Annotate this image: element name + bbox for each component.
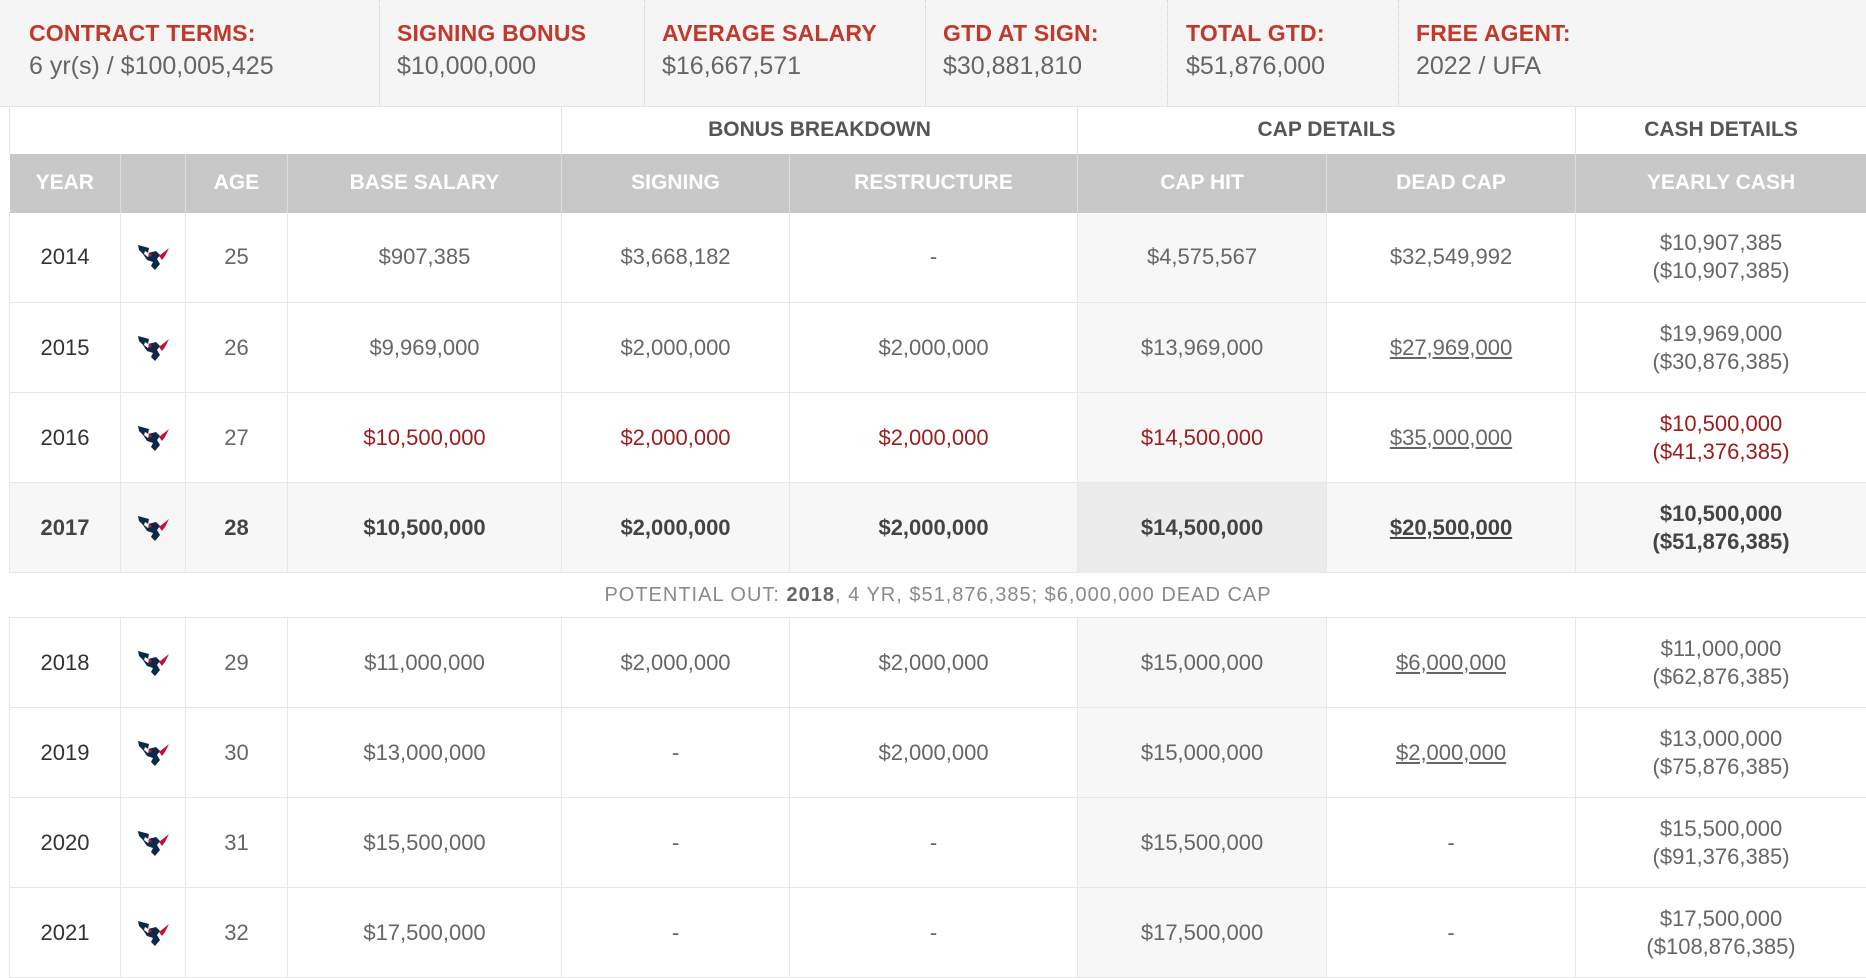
- cash-amount: $11,000,000: [1661, 636, 1782, 661]
- cash-cumulative: ($75,876,385): [1653, 754, 1790, 779]
- summary-value: $51,876,000: [1186, 48, 1398, 84]
- dead-cap-link[interactable]: $35,000,000: [1390, 425, 1512, 450]
- summary-contract-terms: [0, 0, 380, 106]
- texans-logo-icon: [135, 828, 171, 858]
- col-cap-hit[interactable]: CAP HIT: [1078, 154, 1327, 213]
- cell-year: 2015: [10, 303, 121, 393]
- potential-out-year: 2018: [787, 584, 836, 606]
- cell-base-salary: $10,500,000: [288, 483, 562, 573]
- cell-dead-cap: -: [1327, 798, 1576, 888]
- cell-yearly-cash: [1576, 798, 1866, 888]
- cell-base-salary: $13,000,000: [288, 708, 562, 798]
- table-row: [10, 303, 1866, 393]
- summary-label: CONTRACT TERMS:: [29, 20, 379, 46]
- cell-team: [121, 393, 186, 483]
- cash-amount: $19,969,000: [1660, 321, 1782, 346]
- cell-signing: -: [562, 798, 790, 888]
- cell-yearly-cash: [1576, 888, 1866, 978]
- cell-dead-cap[interactable]: [1327, 708, 1576, 798]
- dead-cap-link[interactable]: $20,500,000: [1390, 515, 1512, 540]
- table-row: [10, 213, 1866, 303]
- group-spacer: [10, 107, 562, 154]
- table-row: [10, 798, 1866, 888]
- col-signing[interactable]: SIGNING: [562, 154, 790, 213]
- column-header-row: [10, 154, 1866, 213]
- cell-restructure: -: [790, 798, 1078, 888]
- cash-cumulative: ($10,907,385): [1653, 258, 1790, 283]
- cell-year: 2021: [10, 888, 121, 978]
- cell-dead-cap[interactable]: [1327, 393, 1576, 483]
- cell-cap-hit: $15,000,000: [1078, 708, 1327, 798]
- col-base-salary[interactable]: BASE SALARY: [288, 154, 562, 213]
- table-row: [10, 393, 1866, 483]
- cell-age: 25: [186, 213, 288, 303]
- cell-yearly-cash: [1576, 618, 1866, 708]
- dead-cap-link[interactable]: $6,000,000: [1396, 650, 1506, 675]
- col-yearly-cash[interactable]: YEARLY CASH: [1576, 154, 1866, 213]
- summary-label: TOTAL GTD:: [1186, 20, 1398, 46]
- cell-restructure: $2,000,000: [790, 303, 1078, 393]
- group-cap-details: CAP DETAILS: [1078, 107, 1576, 154]
- cash-cumulative: ($30,876,385): [1653, 349, 1790, 374]
- summary-signing-bonus: [380, 0, 645, 106]
- contract-table: [9, 106, 1866, 978]
- table-row: [10, 888, 1866, 978]
- cash-amount: $13,000,000: [1660, 726, 1782, 751]
- cell-year: 2018: [10, 618, 121, 708]
- cell-year: 2016: [10, 393, 121, 483]
- summary-value: $16,667,571: [662, 48, 925, 84]
- potential-out-label: POTENTIAL OUT:: [604, 584, 780, 606]
- cell-cap-hit: $17,500,000: [1078, 888, 1327, 978]
- summary-label: SIGNING BONUS: [397, 20, 644, 46]
- cell-age: 26: [186, 303, 288, 393]
- cell-signing: $2,000,000: [562, 303, 790, 393]
- cell-base-salary: $11,000,000: [288, 618, 562, 708]
- cell-age: 28: [186, 483, 288, 573]
- cell-restructure: $2,000,000: [790, 483, 1078, 573]
- col-age[interactable]: AGE: [186, 154, 288, 213]
- cash-cumulative: ($41,376,385): [1653, 439, 1790, 464]
- cell-restructure: $2,000,000: [790, 708, 1078, 798]
- col-restructure[interactable]: RESTRUCTURE: [790, 154, 1078, 213]
- cell-age: 31: [186, 798, 288, 888]
- cell-year: 2017: [10, 483, 121, 573]
- cell-signing: $2,000,000: [562, 393, 790, 483]
- group-bonus-breakdown: BONUS BREAKDOWN: [562, 107, 1078, 154]
- contract-summary-bar: [0, 0, 1866, 107]
- cell-base-salary: $15,500,000: [288, 798, 562, 888]
- cell-base-salary: $17,500,000: [288, 888, 562, 978]
- summary-value: 2022 / UFA: [1416, 48, 1866, 84]
- summary-label: GTD AT SIGN:: [943, 20, 1167, 46]
- cell-age: 32: [186, 888, 288, 978]
- cash-amount: $10,907,385: [1660, 230, 1782, 255]
- summary-label: FREE AGENT:: [1416, 20, 1866, 46]
- cash-cumulative: ($51,876,385): [1653, 529, 1790, 554]
- cell-team: [121, 708, 186, 798]
- cell-yearly-cash: [1576, 393, 1866, 483]
- texans-logo-icon: [135, 333, 171, 363]
- cell-team: [121, 798, 186, 888]
- cell-dead-cap[interactable]: [1327, 303, 1576, 393]
- texans-logo-icon: [135, 918, 171, 948]
- cell-age: 29: [186, 618, 288, 708]
- cell-year: 2020: [10, 798, 121, 888]
- texans-logo-icon: [135, 423, 171, 453]
- cell-base-salary: $907,385: [288, 213, 562, 303]
- cell-signing: -: [562, 888, 790, 978]
- cell-restructure: $2,000,000: [790, 393, 1078, 483]
- cell-restructure: -: [790, 888, 1078, 978]
- table-row-current-year: [10, 483, 1866, 573]
- cell-cap-hit: $15,500,000: [1078, 798, 1327, 888]
- col-team: [121, 154, 186, 213]
- column-group-row: [10, 107, 1866, 154]
- summary-gtd-at-sign: [926, 0, 1168, 106]
- cell-age: 27: [186, 393, 288, 483]
- cell-cap-hit: $14,500,000: [1078, 393, 1327, 483]
- col-dead-cap[interactable]: DEAD CAP: [1327, 154, 1576, 213]
- cell-year: 2014: [10, 213, 121, 303]
- cell-yearly-cash: [1576, 483, 1866, 573]
- col-year[interactable]: YEAR: [10, 154, 121, 213]
- texans-logo-icon: [135, 513, 171, 543]
- texans-logo-icon: [135, 738, 171, 768]
- cell-dead-cap[interactable]: [1327, 618, 1576, 708]
- cell-dead-cap[interactable]: [1327, 483, 1576, 573]
- cell-signing: $2,000,000: [562, 483, 790, 573]
- cell-restructure: -: [790, 213, 1078, 303]
- cell-team: [121, 303, 186, 393]
- cell-team: [121, 618, 186, 708]
- cash-amount: $17,500,000: [1660, 906, 1782, 931]
- cell-yearly-cash: [1576, 213, 1866, 303]
- cell-cap-hit: $15,000,000: [1078, 618, 1327, 708]
- cell-dead-cap: -: [1327, 888, 1576, 978]
- cell-team: [121, 888, 186, 978]
- cash-cumulative: ($62,876,385): [1653, 664, 1790, 689]
- cell-yearly-cash: [1576, 303, 1866, 393]
- summary-value: 6 yr(s) / $100,005,425: [29, 48, 379, 84]
- texans-logo-icon: [135, 648, 171, 678]
- cash-amount: $10,500,000: [1660, 501, 1782, 526]
- summary-average-salary: [645, 0, 926, 106]
- cell-restructure: $2,000,000: [790, 618, 1078, 708]
- summary-value: $10,000,000: [397, 48, 644, 84]
- dead-cap-link[interactable]: $27,969,000: [1390, 335, 1512, 360]
- cell-cap-hit: $13,969,000: [1078, 303, 1327, 393]
- cell-yearly-cash: [1576, 708, 1866, 798]
- summary-label: AVERAGE SALARY: [662, 20, 925, 46]
- cell-age: 30: [186, 708, 288, 798]
- group-cash-details: CASH DETAILS: [1576, 107, 1866, 154]
- cell-dead-cap: $32,549,992: [1327, 213, 1576, 303]
- cell-signing: $3,668,182: [562, 213, 790, 303]
- cell-year: 2019: [10, 708, 121, 798]
- summary-total-gtd: [1168, 0, 1399, 106]
- table-row: [10, 708, 1866, 798]
- summary-value: $30,881,810: [943, 48, 1167, 84]
- cash-cumulative: ($91,376,385): [1653, 844, 1790, 869]
- potential-out-details: , 4 YR, $51,876,385; $6,000,000 DEAD CAP: [835, 584, 1272, 606]
- cell-team: [121, 213, 186, 303]
- potential-out-row: [10, 573, 1866, 618]
- cell-cap-hit: $4,575,567: [1078, 213, 1327, 303]
- cell-team: [121, 483, 186, 573]
- cell-base-salary: $10,500,000: [288, 393, 562, 483]
- cell-base-salary: $9,969,000: [288, 303, 562, 393]
- cash-cumulative: ($108,876,385): [1646, 934, 1795, 959]
- cell-signing: $2,000,000: [562, 618, 790, 708]
- texans-logo-icon: [135, 242, 171, 272]
- dead-cap-link[interactable]: $2,000,000: [1396, 740, 1506, 765]
- cell-signing: -: [562, 708, 790, 798]
- cash-amount: $10,500,000: [1660, 411, 1782, 436]
- potential-out-note: [10, 573, 1866, 618]
- cash-amount: $15,500,000: [1660, 816, 1782, 841]
- cell-cap-hit: $14,500,000: [1078, 483, 1327, 573]
- summary-free-agent: [1399, 0, 1866, 106]
- table-row: [10, 618, 1866, 708]
